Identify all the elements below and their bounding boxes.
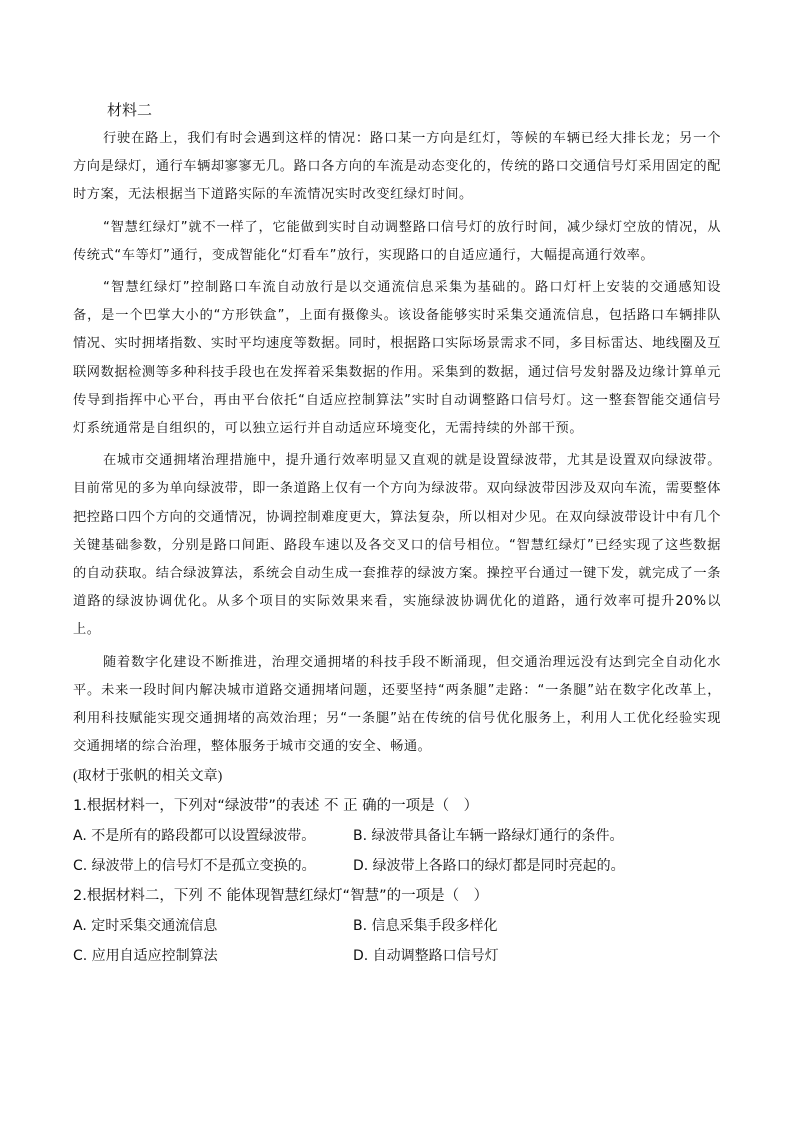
paragraph-4: 在城市交通拥堵治理措施中，提升通行效率明显又直观的就是设置绿波带，尤其是设置双向绿波带。目前常见的多为单向绿波带，即一条道路上仅有一个方向为绿波带。双向绿波带因涉及双向车流，需要整体把控路口四个方向的交通情况，协调控制难度更大，算法复杂，所以相对少见。在双向绿波带设计中有几个关键基础参数，分别是路口间距、路段车速以及各交叉口的信号相位。“智慧红绿灯”已经实现了这些数据的自动获取。结合绿波算法，系统会自动生成一套推荐的绿波方案。操控平台通过一键下发，就完成了一条道路的绿波协调优化。从多个项目的实际效果来看，实施绿波协调优化的道路，通行效率可提升20%以上。 (73, 453, 722, 638)
section-heading: 材料二 (107, 101, 153, 119)
paragraph-3: “智慧红绿灯”控制路口车流自动放行是以交通流信息采集为基础的。路口灯杆上安装的交通感知设备，是一个巴掌大小的“方形铁盒”，上面有摄像头。该设备能够实时采集交通流信息，包括路口车辆排队情况、实时拥堵指数、实时平均速度等数据。同时，根据路口实际场景需求不同，多目标雷达、地线圈及互联网数据检测等多种科技手段也在发挥着采集数据的作用。采集到的数据，通过信号发射器及边缘计算单元传导到指挥中心平台，再由平台依托“自适应控制算法”实时自动调整路口信号灯。这一整套智能交通信号灯系统通常是自组织的，可以独立运行并自动适应环境变化，无需持续的外部干预。 (73, 280, 722, 437)
option-d: D. 自动调整路口信号灯 (353, 948, 499, 965)
option-c: C. 应用自适应控制算法 (73, 948, 218, 965)
paragraph-2: “智慧红绿灯”就不一样了，它能做到实时自动调整路口信号灯的放行时间，减少绿灯空放的情况，从传统式“车等灯”通行，变成智能化“灯看车”放行，实现路口的自适应通行，大幅提高通行效率。 (73, 219, 721, 263)
question-2 (73, 881, 721, 971)
option-c: C. 绿波带上的信号灯不是孤立变换的。 (73, 858, 316, 875)
option-b: B. 信息采集手段多样化 (353, 918, 498, 935)
document-page (73, 95, 721, 971)
paragraph-5: 随着数字化建设不断推进，治理交通拥堵的科技手段不断涌现，但交通治理远没有达到完全自动化水平。未来一段时间内解决城市道路交通拥堵问题，还要坚持“两条腿”走路：“一条腿”站在数字化改革上，利用科技赋能实现交通拥堵的高效治理；另“一条腿”站在传统的信号优化服务上，利用人工优化经验实现交通拥堵的综合治理，整体服务于城市交通的安全、畅通。 (73, 654, 721, 755)
source-citation: (取材于张帆的相关文章) (73, 769, 223, 785)
question-options (73, 911, 721, 971)
question-stem: 1.根据材料一，下列对“绿波带”的表述 不 正 确的一项是（ ） (73, 798, 479, 815)
option-b: B. 绿波带具备让车辆一路绿灯通行的条件。 (353, 828, 624, 845)
question-1 (73, 791, 721, 881)
option-d: D. 绿波带上各路口的绿灯都是同时亮起的。 (353, 858, 625, 875)
question-stem: 2.根据材料二，下列 不 能体现智慧红绿灯“智慧”的一项是（ ） (73, 888, 489, 905)
option-a: A. 不是所有的路段都可以设置绿波带。 (73, 828, 316, 845)
question-options (73, 821, 721, 881)
option-a: A. 定时采集交通流信息 (73, 918, 218, 935)
paragraph-1: 行驶在路上，我们有时会遇到这样的情况：路口某一方向是红灯，等候的车辆已经大排长龙；另一个方向是绿灯，通行车辆却寥寥无几。路口各方向的车流是动态变化的，传统的路口交通信号灯采用固定的配时方案，无法根据当下道路实际的车流情况实时改变红绿灯时间。 (73, 131, 722, 203)
